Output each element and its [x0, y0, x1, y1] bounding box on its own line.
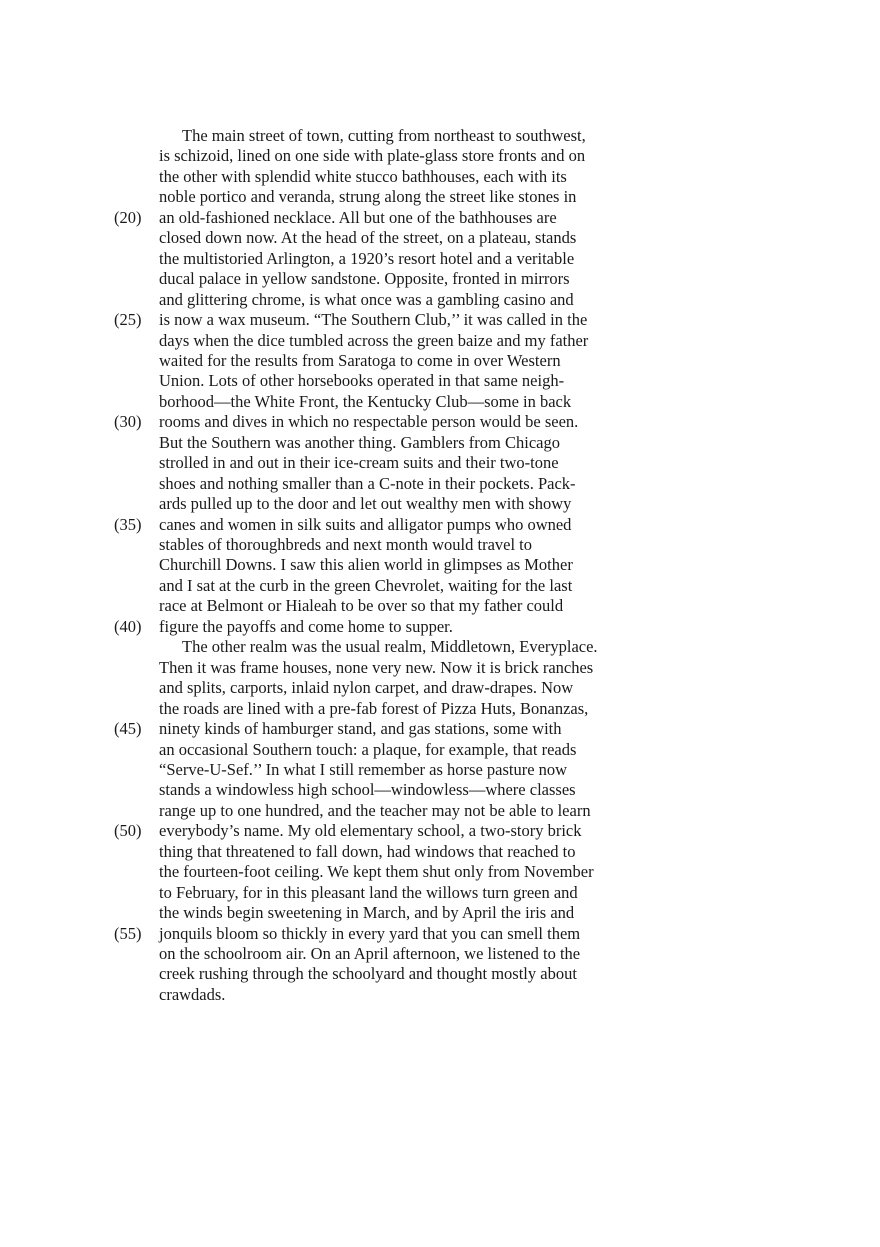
line-number: (40): [114, 616, 142, 636]
line-number: (35): [114, 514, 142, 534]
line-text: Then it was frame houses, none very new. Now it is brick ranches: [159, 657, 594, 677]
line-text: figure the payoffs and come home to supper.: [159, 616, 453, 636]
line-text: rooms and dives in which no respectable person would be seen.: [159, 412, 579, 432]
line-text: But the Southern was another thing. Gamblers from Chicago: [159, 432, 560, 452]
line-text: ards pulled up to the door and let out wealthy men with showy: [159, 494, 572, 514]
line-text: waited for the results from Saratoga to come in over Western: [159, 350, 561, 370]
line-text: closed down now. At the head of the street, on a plateau, stands: [159, 228, 577, 248]
line-text: is schizoid, lined on one side with plate-glass store fronts and on: [159, 146, 586, 166]
line-text: the winds begin sweetening in March, and by April the iris and: [159, 903, 575, 923]
line-text: the roads are lined with a pre-fab forest of Pizza Huts, Bonanzas,: [159, 698, 589, 718]
line-text: the multistoried Arlington, a 1920’s resort hotel and a veritable: [159, 248, 575, 268]
line-text: everybody’s name. My old elementary school, a two-story brick: [159, 821, 582, 841]
line-text: ducal palace in yellow sandstone. Opposite, fronted in mirrors: [159, 269, 570, 289]
line-text: The other realm was the usual realm, Middletown, Everyplace.: [182, 637, 598, 657]
line-text: and glittering chrome, is what once was a gambling casino and: [159, 289, 574, 309]
line-text: and splits, carports, inlaid nylon carpet, and draw-drapes. Now: [159, 678, 574, 698]
line-text: crawdads.: [159, 984, 226, 1004]
line-text: Union. Lots of other horsebooks operated in that same neigh-: [159, 371, 565, 391]
line-text: noble portico and veranda, strung along the street like stones in: [159, 187, 577, 207]
line-text: ninety kinds of hamburger stand, and gas stations, some with: [159, 719, 562, 739]
line-text: an old-fashioned necklace. All but one of the bathhouses are: [159, 207, 557, 227]
line-text: days when the dice tumbled across the green baize and my father: [159, 330, 589, 350]
line-number: (25): [114, 310, 142, 330]
line-text: Churchill Downs. I saw this alien world in glimpses as Mother: [159, 555, 573, 575]
line-text: shoes and nothing smaller than a C-note in their pockets. Pack-: [159, 473, 576, 493]
line-text: stables of thoroughbreds and next month would travel to: [159, 535, 533, 554]
line-text: on the schoolroom air. On an April afternoon, we listened to the: [159, 944, 581, 963]
line-text: is now a wax museum. “The Southern Club,’’ it was called in the: [159, 310, 588, 330]
line-text: race at Belmont or Hialeah to be over so that my father could: [159, 596, 564, 616]
line-text: stands a windowless high school—windowless—where classes: [159, 780, 576, 800]
line-text: “Serve-U-Sef.’’ In what I still remember as horse pasture now: [159, 759, 568, 779]
line-text: the fourteen-foot ceiling. We kept them shut only from November: [159, 862, 594, 882]
line-text: and I sat at the curb in the green Chevrolet, waiting for the last: [159, 575, 573, 595]
line-text: thing that threatened to fall down, had windows that reached to: [159, 841, 576, 861]
line-number: (45): [114, 719, 142, 739]
line-number: (55): [114, 923, 142, 943]
line-text: strolled in and out in their ice-cream suits and their two-tone: [159, 453, 559, 473]
line-text: jonquils bloom so thickly in every yard that you can smell them: [159, 923, 581, 943]
line-text: creek rushing through the schoolyard and thought mostly about: [159, 964, 577, 984]
line-text: borhood—the White Front, the Kentucky Club—some in back: [159, 391, 572, 411]
line-number: (20): [114, 207, 142, 227]
line-text: an occasional Southern touch: a plaque, for example, that reads: [159, 739, 577, 759]
line-number: (30): [114, 412, 142, 432]
line-number: (50): [114, 821, 142, 841]
line-text: range up to one hundred, and the teacher may not be able to learn: [159, 800, 591, 820]
line-text: The main street of town, cutting from northeast to southwest,: [182, 126, 586, 145]
line-text: the other with splendid white stucco bathhouses, each with its: [159, 166, 567, 186]
line-text: to February, for in this pleasant land the willows turn green and: [159, 882, 578, 902]
line-text: canes and women in silk suits and alligator pumps who owned: [159, 514, 572, 534]
